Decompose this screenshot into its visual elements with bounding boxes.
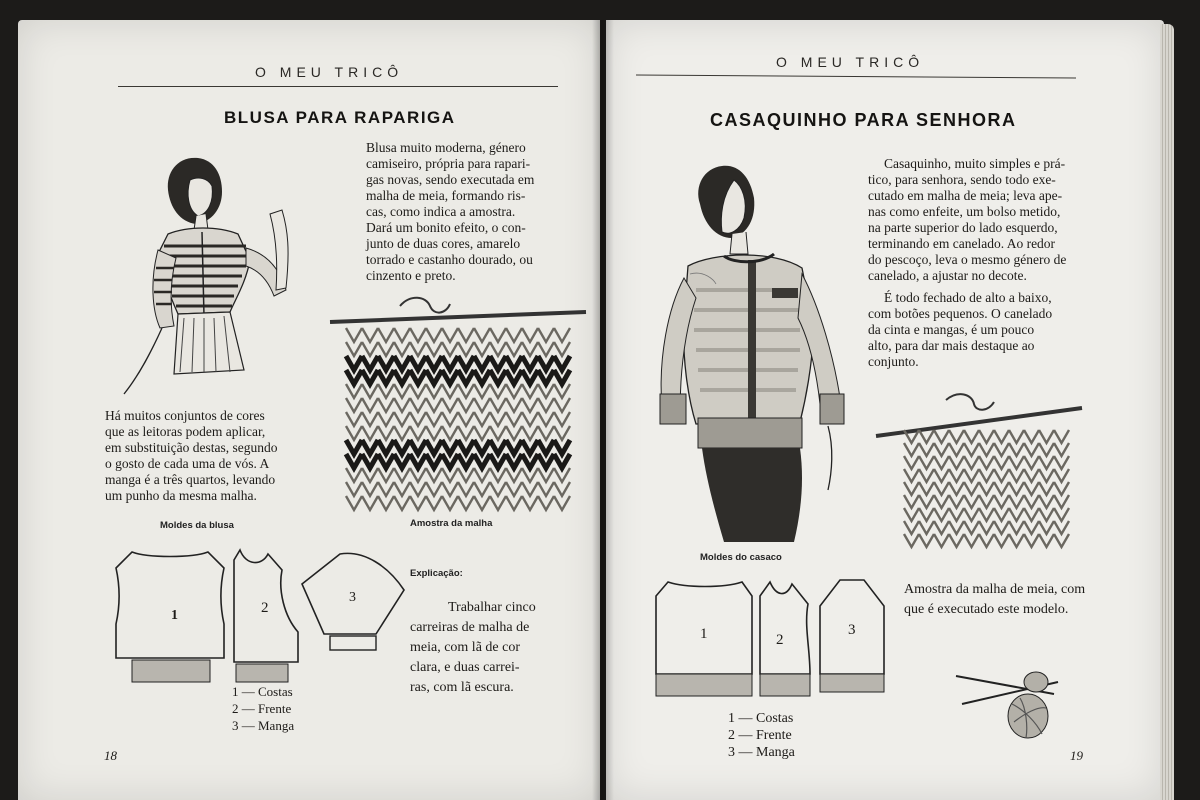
right-closing-text [868,290,1078,370]
legend-item: 1 — Costas [232,684,293,699]
back-ribbing [132,660,210,682]
page-edges [1160,24,1174,800]
knit-stitch [994,430,1009,443]
sleeve-cuff [820,674,884,692]
knit-stitch [506,328,522,342]
knit-stitch [1054,430,1069,443]
text-line: Amostra da malha de meia, com [904,582,1086,597]
legend-item: 3 — Manga [232,718,295,733]
text-line: junto de duas cores, amarelo [366,236,521,251]
left-header-rule [118,86,558,87]
text-line: que as leitoras podem aplicar, [105,424,266,439]
knit-stitch [346,328,362,342]
left-colors-text [105,408,300,504]
knit-stitch [410,328,426,342]
left-blouse-patterns [112,546,408,686]
swatch-columns [904,430,1069,547]
legend-item: 3 — Manga [728,745,795,760]
text-line: alto, para dar mais destaque ao [868,338,1035,353]
front-pattern-piece [760,582,810,674]
text-line: ras, com lã escura. [410,680,514,695]
piece-number: 3 [848,622,856,638]
piece-number: 2 [776,632,784,648]
right-jacket-patterns [652,576,892,700]
text-line: clara, e duas carrei- [410,660,520,675]
knit-stitch [394,328,410,342]
text-line: carreiras de malha de [410,620,530,635]
text-line: da cinta e mangas, é um pouco [868,322,1035,337]
left-intro-text [366,140,556,284]
book-gutter [592,20,614,800]
knit-stitch [538,328,554,342]
text-line: malha de meia, formando ris- [366,188,526,203]
text-line: torrado e castanho dourado, ou [366,252,533,267]
text-line: terminando em canelado. Ao redor [868,236,1056,251]
knit-stitch [964,430,979,443]
text-line: do pescoço, leva o mesmo género de [868,252,1067,267]
text-line: na parte superior do lado esquerdo, [868,220,1058,235]
text-line: em substituição destas, segundo [105,440,278,455]
explanation-text [410,598,560,698]
knit-stitch [458,328,474,342]
text-line: um punho da mesma malha. [105,488,257,503]
knit-stitch [474,328,490,342]
text-line: camiseiro, própria para rapari- [366,156,531,171]
knit-stitch [490,328,506,342]
knit-stitch [949,430,964,443]
text-line: meia, com lã de cor [410,640,521,655]
right-running-head: O MEU TRICÔ [776,54,925,70]
piece-number: 1 [171,608,178,623]
back-pattern-piece [116,552,224,658]
left-sample-caption: Amostra da malha [410,518,493,529]
legend-item: 2 — Frente [232,701,292,716]
text-line: manga é a três quartos, levando [105,472,276,487]
knit-stitch [934,430,949,443]
plain-knit-swatch-on-needle [876,390,1086,550]
right-sample-caption [904,580,1100,620]
knit-stitch [362,328,378,342]
knit-stitch [919,430,934,443]
front-ribbing [236,664,288,682]
swatch-columns [346,328,570,510]
text-line: cas, como indica a amostra. [366,204,516,219]
knit-stitch [1009,430,1024,443]
text-line: Há muitos conjuntos de cores [105,408,265,423]
text-line: Dará um bonito efeito, o con- [366,220,526,235]
right-intro-text [868,156,1078,284]
front-ribbing [760,674,810,696]
text-line: Trabalhar cinco [448,600,536,615]
legend-item: 2 — Frente [728,728,792,743]
knit-stitch [442,328,458,342]
left-pattern-legend [232,683,294,734]
knit-stitch [522,328,538,342]
knit-stitch [1024,430,1039,443]
knit-stitch [1039,430,1054,443]
text-line: Casaquinho, muito simples e prá- [884,156,1066,171]
right-page-title: CASAQUINHO PARA SENHORA [710,110,1017,130]
text-line: Blusa muito moderna, género [366,140,526,155]
woman-in-knitted-jacket-illustration [644,158,856,548]
text-line: o gosto de cada uma de vós. A [105,456,270,471]
yarn-ball-with-needles [954,664,1064,744]
text-line: conjunto. [868,354,919,369]
text-line: cutado em malha de meia; leva ape- [868,188,1063,203]
explanation-heading: Explicação: [410,568,463,579]
knit-stitch [979,430,994,443]
left-page-title: BLUSA PARA RAPARIGA [224,108,456,127]
left-page-number: 18 [104,748,117,763]
right-page-number: 19 [1070,748,1083,763]
legend-item: 1 — Costas [728,711,794,726]
text-line: cinzento e preto. [366,268,456,283]
piece-number: 2 [261,600,269,616]
knit-stitch [554,328,570,342]
piece-number: 3 [349,590,356,605]
text-line: gas novas, sendo executada em [366,172,535,187]
woman-in-striped-blouse-illustration [118,150,328,405]
striped-knit-swatch-on-needle [330,292,590,512]
left-patterns-caption: Moldes da blusa [160,520,234,531]
text-line: canelado, a ajustar no decote. [868,268,1027,283]
right-patterns-caption: Moldes do casaco [700,552,782,563]
knit-stitch [378,328,394,342]
left-running-head: O MEU TRICÔ [255,64,404,80]
piece-number: 1 [700,626,708,642]
sleeve-cuff [330,636,376,650]
text-line: É todo fechado de alto a baixo, [884,290,1052,305]
text-line: tico, para senhora, sendo todo exe- [868,172,1056,187]
right-pattern-legend [728,710,795,761]
text-line: nas como enfeite, um bolso metido, [868,204,1061,219]
text-line: que é executado este modelo. [904,602,1069,617]
text-line: com botões pequenos. O canelado [868,306,1053,321]
knit-stitch [426,328,442,342]
back-ribbing [656,674,752,696]
